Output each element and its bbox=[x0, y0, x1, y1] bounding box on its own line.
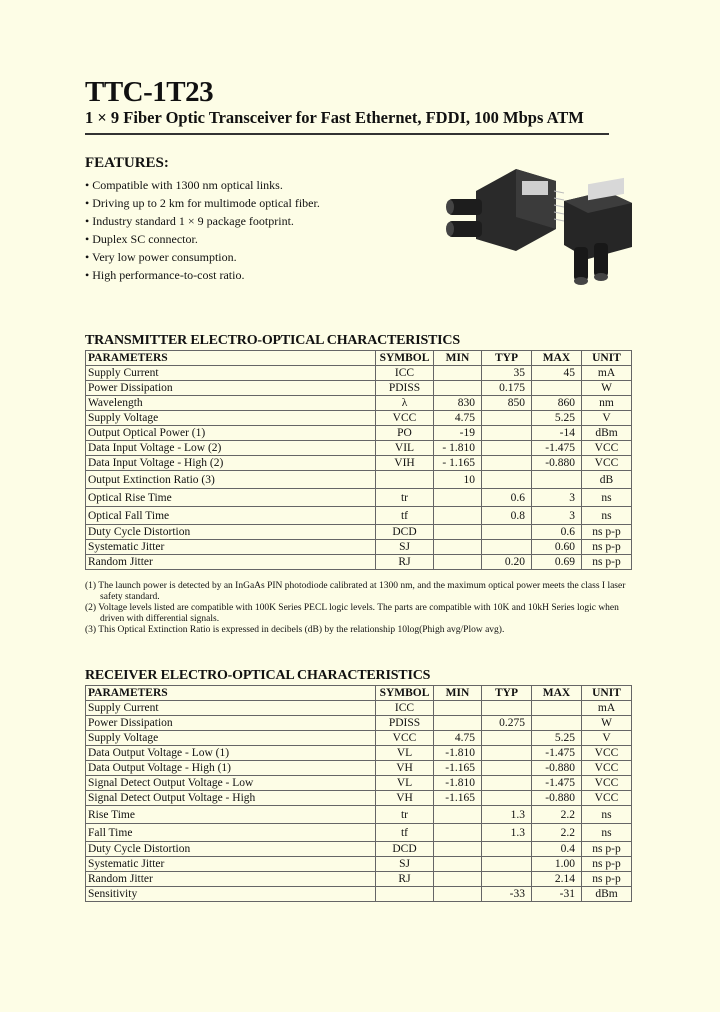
max-cell: -0.880 bbox=[532, 761, 582, 776]
symbol-cell bbox=[376, 887, 434, 902]
max-cell bbox=[532, 701, 582, 716]
parameter-cell: Supply Current bbox=[86, 701, 376, 716]
parameter-cell: Signal Detect Output Voltage - High bbox=[86, 791, 376, 806]
symbol-cell: SJ bbox=[376, 857, 434, 872]
max-cell: 0.60 bbox=[532, 540, 582, 555]
min-cell bbox=[434, 716, 482, 731]
typ-cell bbox=[482, 471, 532, 489]
table-row bbox=[86, 791, 632, 806]
symbol-cell bbox=[376, 471, 434, 489]
feature-item: • Industry standard 1 × 9 package footprint. bbox=[85, 214, 294, 228]
table-row bbox=[86, 366, 632, 381]
column-header: UNIT bbox=[582, 351, 632, 366]
title-rule bbox=[85, 133, 609, 135]
max-cell bbox=[532, 716, 582, 731]
symbol-cell: PDISS bbox=[376, 381, 434, 396]
receiver-heading: RECEIVER ELECTRO-OPTICAL CHARACTERISTICS bbox=[85, 668, 431, 683]
min-cell bbox=[434, 525, 482, 540]
max-cell: 0.69 bbox=[532, 555, 582, 570]
typ-cell: 0.6 bbox=[482, 489, 532, 507]
parameter-cell: Output Extinction Ratio (3) bbox=[86, 471, 376, 489]
unit-cell: dBm bbox=[582, 887, 632, 902]
unit-cell: ns bbox=[582, 489, 632, 507]
typ-cell bbox=[482, 761, 532, 776]
min-cell bbox=[434, 842, 482, 857]
unit-cell: VCC bbox=[582, 746, 632, 761]
parameter-cell: Signal Detect Output Voltage - Low bbox=[86, 776, 376, 791]
symbol-cell: tr bbox=[376, 489, 434, 507]
min-cell: 4.75 bbox=[434, 731, 482, 746]
typ-cell bbox=[482, 540, 532, 555]
column-header: PARAMETERS bbox=[86, 686, 376, 701]
unit-cell: VCC bbox=[582, 441, 632, 456]
column-header: TYP bbox=[482, 351, 532, 366]
symbol-cell: VIH bbox=[376, 456, 434, 471]
symbol-cell: tr bbox=[376, 806, 434, 824]
max-cell: -0.880 bbox=[532, 456, 582, 471]
max-cell: 2.14 bbox=[532, 872, 582, 887]
max-cell: 860 bbox=[532, 396, 582, 411]
note-line: (3) This Optical Extinction Ratio is expressed in decibels (dB) by the relationship 10log(Phigh avg/Plow avg). bbox=[85, 625, 505, 635]
page-subtitle: 1 × 9 Fiber Optic Transceiver for Fast Ethernet, FDDI, 100 Mbps ATM bbox=[85, 108, 584, 127]
column-header: MIN bbox=[434, 686, 482, 701]
table-row bbox=[86, 806, 632, 824]
min-cell bbox=[434, 540, 482, 555]
feature-item: • Duplex SC connector. bbox=[85, 232, 198, 246]
table-row bbox=[86, 489, 632, 507]
min-cell: 10 bbox=[434, 471, 482, 489]
max-cell: -14 bbox=[532, 426, 582, 441]
parameter-cell: Systematic Jitter bbox=[86, 857, 376, 872]
parameter-cell: Wavelength bbox=[86, 396, 376, 411]
typ-cell: 0.175 bbox=[482, 381, 532, 396]
table-row bbox=[86, 441, 632, 456]
max-cell: -1.475 bbox=[532, 441, 582, 456]
typ-cell bbox=[482, 525, 532, 540]
max-cell: 2.2 bbox=[532, 824, 582, 842]
symbol-cell: RJ bbox=[376, 872, 434, 887]
unit-cell: dB bbox=[582, 471, 632, 489]
table-row bbox=[86, 716, 632, 731]
max-cell: 3 bbox=[532, 489, 582, 507]
typ-cell bbox=[482, 441, 532, 456]
table-row bbox=[86, 471, 632, 489]
max-cell: 3 bbox=[532, 507, 582, 525]
parameter-cell: Duty Cycle Distortion bbox=[86, 842, 376, 857]
parameter-cell: Fall Time bbox=[86, 824, 376, 842]
max-cell: 5.25 bbox=[532, 411, 582, 426]
min-cell: -1.165 bbox=[434, 761, 482, 776]
typ-cell bbox=[482, 426, 532, 441]
note-line: (1) The launch power is detected by an InGaAs PIN photodiode calibrated at 1300 nm, and the maximum optical power meets the class I laser bbox=[85, 581, 626, 591]
parameter-cell: Power Dissipation bbox=[86, 381, 376, 396]
symbol-cell: λ bbox=[376, 396, 434, 411]
page-title: TTC-1T23 bbox=[85, 76, 214, 108]
transceiver-product-photo bbox=[436, 151, 636, 291]
typ-cell: 0.8 bbox=[482, 507, 532, 525]
unit-cell: VCC bbox=[582, 456, 632, 471]
column-header: TYP bbox=[482, 686, 532, 701]
column-header: MAX bbox=[532, 351, 582, 366]
symbol-cell: PDISS bbox=[376, 716, 434, 731]
parameter-cell: Duty Cycle Distortion bbox=[86, 525, 376, 540]
unit-cell: ns p-p bbox=[582, 872, 632, 887]
table-header-row bbox=[86, 351, 632, 366]
max-cell: 1.00 bbox=[532, 857, 582, 872]
parameter-cell: Random Jitter bbox=[86, 555, 376, 570]
unit-cell: W bbox=[582, 716, 632, 731]
receiver-table bbox=[85, 685, 632, 902]
column-header: UNIT bbox=[582, 686, 632, 701]
max-cell: -31 bbox=[532, 887, 582, 902]
min-cell: -19 bbox=[434, 426, 482, 441]
min-cell bbox=[434, 507, 482, 525]
max-cell: 2.2 bbox=[532, 806, 582, 824]
min-cell bbox=[434, 887, 482, 902]
unit-cell: ns p-p bbox=[582, 842, 632, 857]
symbol-cell: VCC bbox=[376, 731, 434, 746]
typ-cell bbox=[482, 776, 532, 791]
parameter-cell: Data Input Voltage - High (2) bbox=[86, 456, 376, 471]
unit-cell: dBm bbox=[582, 426, 632, 441]
table-row bbox=[86, 857, 632, 872]
features-heading: FEATURES: bbox=[85, 155, 169, 171]
parameter-cell: Data Output Voltage - High (1) bbox=[86, 761, 376, 776]
typ-cell: 0.20 bbox=[482, 555, 532, 570]
typ-cell: -33 bbox=[482, 887, 532, 902]
features-list bbox=[85, 176, 320, 284]
note-line: safety standard. bbox=[100, 592, 160, 602]
table-row bbox=[86, 746, 632, 761]
table-row bbox=[86, 426, 632, 441]
table-row bbox=[86, 761, 632, 776]
typ-cell bbox=[482, 872, 532, 887]
unit-cell: VCC bbox=[582, 791, 632, 806]
parameter-cell: Supply Voltage bbox=[86, 411, 376, 426]
min-cell: -1.810 bbox=[434, 776, 482, 791]
parameter-cell: Sensitivity bbox=[86, 887, 376, 902]
min-cell: 830 bbox=[434, 396, 482, 411]
min-cell bbox=[434, 489, 482, 507]
symbol-cell: VIL bbox=[376, 441, 434, 456]
table-row bbox=[86, 396, 632, 411]
table-row bbox=[86, 887, 632, 902]
table-header-row bbox=[86, 686, 632, 701]
symbol-cell: VH bbox=[376, 791, 434, 806]
table-row bbox=[86, 701, 632, 716]
max-cell: -0.880 bbox=[532, 791, 582, 806]
table-row bbox=[86, 381, 632, 396]
min-cell bbox=[434, 806, 482, 824]
typ-cell bbox=[482, 701, 532, 716]
typ-cell bbox=[482, 842, 532, 857]
min-cell bbox=[434, 381, 482, 396]
column-header: SYMBOL bbox=[376, 686, 434, 701]
min-cell: - 1.165 bbox=[434, 456, 482, 471]
max-cell: -1.475 bbox=[532, 776, 582, 791]
typ-cell bbox=[482, 791, 532, 806]
unit-cell: mA bbox=[582, 701, 632, 716]
min-cell bbox=[434, 366, 482, 381]
parameter-cell: Output Optical Power (1) bbox=[86, 426, 376, 441]
typ-cell: 850 bbox=[482, 396, 532, 411]
min-cell: -1.810 bbox=[434, 746, 482, 761]
table-row bbox=[86, 731, 632, 746]
column-header: SYMBOL bbox=[376, 351, 434, 366]
table-row bbox=[86, 555, 632, 570]
parameter-cell: Data Input Voltage - Low (2) bbox=[86, 441, 376, 456]
symbol-cell: VL bbox=[376, 776, 434, 791]
table-row bbox=[86, 776, 632, 791]
symbol-cell: PO bbox=[376, 426, 434, 441]
unit-cell: ns bbox=[582, 806, 632, 824]
symbol-cell: tf bbox=[376, 507, 434, 525]
unit-cell: ns p-p bbox=[582, 525, 632, 540]
max-cell: 5.25 bbox=[532, 731, 582, 746]
symbol-cell: ICC bbox=[376, 701, 434, 716]
unit-cell: ns p-p bbox=[582, 540, 632, 555]
feature-item: • High performance-to-cost ratio. bbox=[85, 268, 245, 282]
unit-cell: V bbox=[582, 731, 632, 746]
table-row bbox=[86, 540, 632, 555]
feature-item: • Very low power consumption. bbox=[85, 250, 237, 264]
table-row bbox=[86, 507, 632, 525]
min-cell: - 1.810 bbox=[434, 441, 482, 456]
table-row bbox=[86, 525, 632, 540]
table-row bbox=[86, 411, 632, 426]
unit-cell: ns bbox=[582, 824, 632, 842]
column-header: MIN bbox=[434, 351, 482, 366]
symbol-cell: SJ bbox=[376, 540, 434, 555]
table-row bbox=[86, 456, 632, 471]
unit-cell: ns p-p bbox=[582, 555, 632, 570]
max-cell bbox=[532, 381, 582, 396]
unit-cell: VCC bbox=[582, 761, 632, 776]
unit-cell: nm bbox=[582, 396, 632, 411]
parameter-cell: Data Output Voltage - Low (1) bbox=[86, 746, 376, 761]
feature-item: • Driving up to 2 km for multimode optical fiber. bbox=[85, 196, 320, 210]
symbol-cell: VH bbox=[376, 761, 434, 776]
unit-cell: mA bbox=[582, 366, 632, 381]
max-cell: 45 bbox=[532, 366, 582, 381]
transmitter-table bbox=[85, 350, 632, 570]
parameter-cell: Supply Current bbox=[86, 366, 376, 381]
symbol-cell: ICC bbox=[376, 366, 434, 381]
note-line: (2) Voltage levels listed are compatible with 100K Series PECL logic levels. The parts are compatible with 10K and 10kH Series logic when bbox=[85, 603, 619, 613]
typ-cell: 1.3 bbox=[482, 806, 532, 824]
typ-cell: 0.275 bbox=[482, 716, 532, 731]
typ-cell bbox=[482, 731, 532, 746]
typ-cell: 1.3 bbox=[482, 824, 532, 842]
symbol-cell: RJ bbox=[376, 555, 434, 570]
transmitter-heading: TRANSMITTER ELECTRO-OPTICAL CHARACTERISTICS bbox=[85, 333, 460, 348]
column-header: PARAMETERS bbox=[86, 351, 376, 366]
table-row bbox=[86, 872, 632, 887]
min-cell: 4.75 bbox=[434, 411, 482, 426]
symbol-cell: VL bbox=[376, 746, 434, 761]
max-cell: 0.4 bbox=[532, 842, 582, 857]
typ-cell bbox=[482, 456, 532, 471]
unit-cell: VCC bbox=[582, 776, 632, 791]
symbol-cell: DCD bbox=[376, 842, 434, 857]
parameter-cell: Power Dissipation bbox=[86, 716, 376, 731]
parameter-cell: Optical Fall Time bbox=[86, 507, 376, 525]
unit-cell: ns bbox=[582, 507, 632, 525]
table-row bbox=[86, 842, 632, 857]
typ-cell: 35 bbox=[482, 366, 532, 381]
column-header: MAX bbox=[532, 686, 582, 701]
max-cell: 0.6 bbox=[532, 525, 582, 540]
table-row bbox=[86, 824, 632, 842]
min-cell: -1.165 bbox=[434, 791, 482, 806]
typ-cell bbox=[482, 411, 532, 426]
symbol-cell: DCD bbox=[376, 525, 434, 540]
parameter-cell: Supply Voltage bbox=[86, 731, 376, 746]
min-cell bbox=[434, 701, 482, 716]
typ-cell bbox=[482, 857, 532, 872]
max-cell: -1.475 bbox=[532, 746, 582, 761]
unit-cell: W bbox=[582, 381, 632, 396]
typ-cell bbox=[482, 746, 532, 761]
feature-item: • Compatible with 1300 nm optical links. bbox=[85, 178, 283, 192]
note-line: driven with differential signals. bbox=[100, 614, 220, 624]
parameter-cell: Random Jitter bbox=[86, 872, 376, 887]
unit-cell: ns p-p bbox=[582, 857, 632, 872]
parameter-cell: Optical Rise Time bbox=[86, 489, 376, 507]
min-cell bbox=[434, 555, 482, 570]
symbol-cell: VCC bbox=[376, 411, 434, 426]
symbol-cell: tf bbox=[376, 824, 434, 842]
parameter-cell: Rise Time bbox=[86, 806, 376, 824]
min-cell bbox=[434, 824, 482, 842]
min-cell bbox=[434, 872, 482, 887]
min-cell bbox=[434, 857, 482, 872]
parameter-cell: Systematic Jitter bbox=[86, 540, 376, 555]
max-cell bbox=[532, 471, 582, 489]
transmitter-notes bbox=[85, 581, 635, 636]
unit-cell: V bbox=[582, 411, 632, 426]
